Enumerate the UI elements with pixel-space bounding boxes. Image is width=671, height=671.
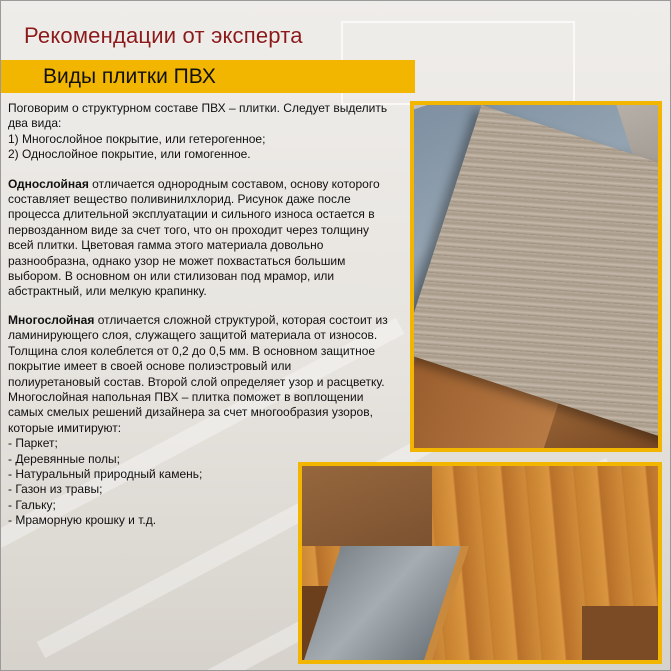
imitation-item: - Натуральный природный камень; (8, 466, 203, 481)
imitation-item: - Паркет; (8, 436, 58, 451)
multi-layer-line: самых смелых решений дизайнера за счет многообразия узоров, (8, 405, 373, 420)
imitation-item: - Деревянные полы; (8, 451, 120, 466)
imitation-item: - Гальку; (8, 497, 56, 512)
multi-layer-line: Толщина слоя колеблется от 0,2 до 0,5 мм. В основном защитное (8, 343, 376, 358)
photo-vinyl-tile-closeup (410, 101, 662, 452)
multi-layer-line: покрытие имеет в своей основе полиэстровый или (8, 359, 292, 374)
intro-line: Поговорим о структурном составе ПВХ – плитки. Следует выделить (8, 101, 388, 115)
single-layer-term: Однослойная (8, 176, 89, 191)
photo-vinyl-floor-installation (298, 462, 662, 664)
single-layer-line: всей плитки. Цветовая гамма этого материала довольно (8, 238, 324, 253)
multi-layer-line: которые имитируют: (8, 420, 122, 435)
single-layer-line: составляет вещество поливинилхлорид. Рисунок даже после (8, 192, 351, 207)
multi-layer-line: Многослойная напольная ПВХ – плитка поможет в воплощении (8, 389, 364, 404)
single-layer-line: абстрактный, или мелкую крапинку. (8, 284, 207, 299)
intro-item: 2) Однослойное покрытие, или гомогенное. (8, 147, 251, 162)
single-layer-line: первозданном виде за счет того, что он проходит через толщину (8, 222, 369, 237)
single-layer-line: разнообразна, однако узор не может похвастаться большим (8, 253, 346, 268)
multi-layer-line: ламинирующего слоя, служащего защитой материала от износов. (8, 328, 378, 343)
section-banner (1, 60, 415, 93)
intro-item: 1) Многослойное покрытие, или гетерогенное; (8, 131, 266, 146)
photo-subfloor-strip (582, 606, 662, 664)
single-layer-line: выбором. В основном он или стилизован под мрамор, или (8, 269, 335, 284)
imitation-item: - Мраморную крошку и т.д. (8, 513, 157, 528)
single-layer-line-rest: отличается однородным составом, основу которого (88, 176, 380, 191)
multi-layer-term: Многослойная (8, 312, 95, 327)
photo-vinyl-roll (299, 546, 469, 664)
section-title: Виды плитки ПВХ (43, 65, 216, 88)
multi-layer-line-rest: отличается сложной структурой, которая состоит из (94, 312, 388, 327)
imitation-item: - Газон из травы; (8, 482, 103, 497)
photo-backboard (298, 462, 432, 546)
single-layer-line: процесса длительной эксплуатации и сильного износа остается в (8, 207, 375, 222)
multi-layer-first-line (8, 313, 408, 328)
single-layer-first-line (8, 177, 408, 192)
intro-line: два вида: (8, 116, 62, 131)
multi-layer-line: полиуретановый состав. Второй слой определяет узор и расцветку. (8, 374, 385, 389)
page-title: Рекомендации от эксперта (24, 23, 303, 48)
